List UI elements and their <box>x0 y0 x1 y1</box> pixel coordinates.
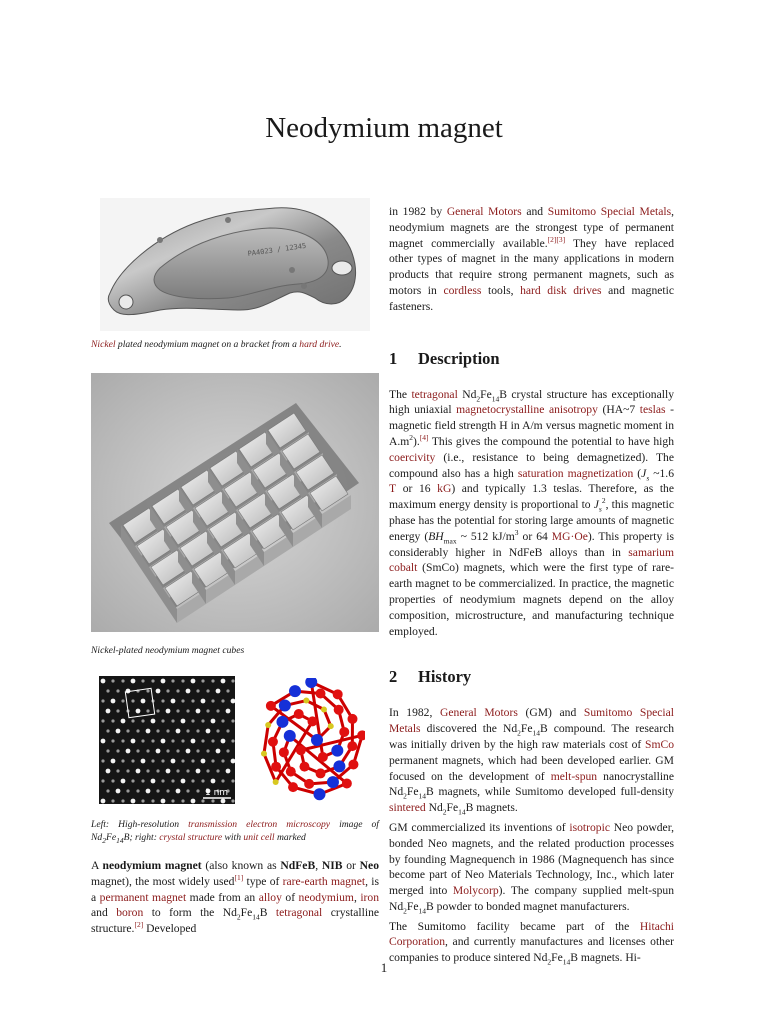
lattice-dot <box>121 719 126 724</box>
link-samarium-cobalt[interactable]: samarium cobalt <box>389 545 674 575</box>
history-paragraph-2: GM commercialized its inventions of isotropic Neo powder, bonded Neo magnets, and the related production processes by founding Magnequench in 1986 (Magnequench has since become part of Neo Materials Technology, Inc., which later merged into Molycorp). The company supplied melt-spun $Nd_2Fe_{14}B$ powder to bonded magnet manufacturers. <box>389 820 674 916</box>
lattice-dot <box>161 739 166 744</box>
lattice-dot <box>216 729 219 732</box>
lattice-dot <box>171 779 174 782</box>
lattice-dot <box>116 749 119 752</box>
lattice-dot <box>151 739 154 742</box>
atom <box>307 716 317 726</box>
link-sumitomo-2[interactable]: Sumitomo Special Metals <box>389 706 675 736</box>
lattice-dot <box>161 779 164 782</box>
lattice-dot <box>116 709 119 712</box>
link-magnetocrystalline-anisotropy[interactable]: magnetocrystalline anisotropy <box>456 403 598 417</box>
atom <box>305 678 317 688</box>
link-isotropic[interactable]: isotropic <box>569 820 610 834</box>
citation-1[interactable]: [1] <box>234 872 244 882</box>
lattice-dot <box>201 679 204 682</box>
lattice-dot <box>186 689 191 694</box>
lattice-dot <box>111 739 114 742</box>
lattice-dot <box>116 769 119 772</box>
lattice-dot <box>166 769 171 774</box>
lattice-dot <box>226 729 229 732</box>
lattice-dot <box>126 729 129 732</box>
link-boron[interactable]: boron <box>116 906 144 920</box>
intro-paragraph: A neodymium magnet (also known as NdFeB, NIB or Neo magnet), the most widely used[1] type of rare-earth magnet, is a permanent magnet made from an alloy of neodymium, iron and boron to form the $Nd_2Fe_{14}B$ tetragonal crystalline structure.[2] Developed <box>91 859 380 936</box>
lattice-dot <box>151 799 154 802</box>
lattice-dot <box>171 719 174 722</box>
atom <box>328 723 334 729</box>
lattice-dot <box>106 689 109 692</box>
lattice-dot <box>206 749 209 752</box>
lattice-dot <box>176 709 179 712</box>
crystal-caption: Left: High-resolution transmission electron microscopy image of $Nd_2Fe_{14}B$; right: crystal structure with unit cell marked <box>91 819 379 845</box>
lattice-dot <box>136 709 141 714</box>
lattice-dot <box>201 699 206 704</box>
lattice-dot <box>221 799 226 804</box>
bracket-caption: Nickel plated neodymium magnet on a bracket from a hard drive. <box>91 339 342 350</box>
link-sumitomo[interactable]: Sumitomo Special Metals <box>547 205 672 218</box>
lattice-dot <box>111 799 114 802</box>
lattice-dot <box>131 779 134 782</box>
lattice-dot <box>106 789 109 792</box>
bracket-stamp: PA4023 / 12345 <box>247 241 307 258</box>
link-general-motors[interactable]: General Motors <box>446 205 522 218</box>
atom <box>271 762 281 772</box>
lattice-dot <box>101 759 104 762</box>
lattice-dot <box>181 699 184 702</box>
lattice-dot <box>151 759 154 762</box>
page-number: 1 <box>380 960 388 975</box>
lattice-dot <box>221 679 226 684</box>
lattice-dot <box>136 789 139 792</box>
atom <box>327 776 339 788</box>
lattice-dot <box>141 679 144 682</box>
link-general-motors-2[interactable]: General Motors <box>440 706 518 720</box>
lattice-dot <box>181 739 184 742</box>
lattice-dot <box>221 739 226 744</box>
atom <box>284 730 296 742</box>
lattice-dot <box>191 799 196 804</box>
lattice-dot <box>136 729 139 732</box>
lattice-dot <box>216 709 219 712</box>
lattice-dot <box>156 769 159 772</box>
lattice-dot <box>211 719 216 724</box>
link-sintered[interactable]: sintered <box>389 801 426 815</box>
lattice-dot <box>166 729 169 732</box>
lattice-dot <box>106 769 111 774</box>
lattice-dot <box>161 699 164 702</box>
atom <box>288 782 298 792</box>
lattice-dot <box>231 779 234 782</box>
lattice-dot <box>141 759 146 764</box>
lattice-dot <box>191 699 194 702</box>
lattice-dot <box>201 759 206 764</box>
atom <box>279 700 291 712</box>
history-paragraph-3: The Sumitomo facility became part of the Hitachi Corporation, and currently manufactures and licenses other companies to produce sintered $Nd_2Fe_{14}B$ magnets. Hi- <box>389 919 674 967</box>
atom <box>303 698 309 704</box>
lattice-dot <box>221 719 224 722</box>
atom <box>265 722 271 728</box>
lattice-dot <box>151 679 154 682</box>
lattice-dot <box>146 749 149 752</box>
lattice-dot <box>231 719 234 722</box>
lattice-dot <box>161 799 166 804</box>
lattice-dot <box>211 759 214 762</box>
link-saturation-magnetization[interactable]: saturation magnetization <box>517 466 634 480</box>
link-melt-spun[interactable]: melt-spun <box>550 769 598 783</box>
lattice-dot <box>231 739 234 742</box>
link-hard-drive[interactable]: hard drive <box>299 339 340 350</box>
lattice-dot <box>131 739 136 744</box>
lattice-dot <box>146 789 151 794</box>
lattice-dot <box>131 799 136 804</box>
atom <box>268 737 278 747</box>
link-unit-cell[interactable]: unit cell <box>243 832 275 843</box>
lattice-dot <box>141 739 144 742</box>
lattice-dot <box>121 779 126 784</box>
lattice-dot <box>171 679 174 682</box>
left-column <box>91 198 379 937</box>
atom <box>316 768 326 778</box>
lattice-dot <box>181 679 184 682</box>
atom <box>347 741 357 751</box>
lattice-dot <box>166 789 169 792</box>
lattice-dot <box>116 689 119 692</box>
lattice-dot <box>196 749 199 752</box>
atom <box>334 705 344 715</box>
lattice-dot <box>151 719 156 724</box>
section-heading-history: 2 History <box>389 667 472 687</box>
bracket-magnet-photo <box>100 198 370 331</box>
lattice-dot <box>186 789 189 792</box>
atom <box>266 701 276 711</box>
lattice-dot <box>141 779 144 782</box>
lattice-dot <box>221 759 224 762</box>
lattice-dot <box>206 689 209 692</box>
magnet-cubes-photo <box>91 373 379 632</box>
lattice-dot <box>191 719 194 722</box>
atom <box>299 762 309 772</box>
lattice-dot <box>126 769 129 772</box>
intro-continued-paragraph: in 1982 by General Motors and Sumitomo Special Metals, neodymium magnets are the strongest type of permanent magnet commercially available.[2][3] They have replaced other types of magnet in the many applications in modern products that require strong permanent magnets, such as motors in cordless tools, hard disk drives and magnetic fasteners. <box>389 205 674 313</box>
lattice-dot <box>166 709 171 714</box>
lattice-dot <box>121 679 124 682</box>
atom <box>316 688 326 698</box>
lattice-dot <box>176 789 181 794</box>
lattice-dot <box>121 799 124 802</box>
lattice-dot <box>156 709 159 712</box>
history-paragraph-1: In 1982, General Motors (GM) and Sumitomo Special Metals discovered the $Nd_2Fe_{14}B$ compound. The research was initially driven by the high raw materials cost of SmCo permanent magnets, which had been developed earlier. GM focused on the development of melt-spun nanocrystalline $Nd_2Fe_{14}B$ magnets, while Sumitomo developed full-density sintered $Nd_2Fe_{14}B$ magnets. <box>389 706 675 817</box>
tem-micrograph <box>99 676 235 804</box>
lattice-dot <box>111 699 116 704</box>
lattice-dot <box>141 799 144 802</box>
atom <box>348 760 358 770</box>
lattice-dot <box>196 709 201 714</box>
lattice-dot <box>176 769 179 772</box>
lattice-dot <box>206 729 211 734</box>
link-smco[interactable]: SmCo <box>645 737 674 751</box>
lattice-dot <box>106 709 111 714</box>
lattice-dot <box>211 779 216 784</box>
lattice-dot <box>231 799 234 802</box>
link-coercivity[interactable]: coercivity <box>389 450 436 464</box>
atom <box>311 734 323 746</box>
lattice-dot <box>211 679 214 682</box>
link-tesla-unit[interactable]: T <box>389 482 397 496</box>
crystal-structure-model <box>257 678 365 802</box>
lattice-dot <box>171 799 174 802</box>
link-teslas[interactable]: teslas <box>639 403 666 417</box>
lattice-dot <box>171 699 176 704</box>
bond <box>264 725 268 754</box>
lattice-dot <box>211 739 214 742</box>
lattice-dot <box>106 729 109 732</box>
lattice-dot <box>176 749 179 752</box>
link-mgoe[interactable]: MG·Oe <box>551 529 588 543</box>
lattice-dot <box>121 699 124 702</box>
lattice-dot <box>161 679 166 684</box>
citation-2[interactable]: [2] <box>134 920 144 930</box>
atom <box>296 745 306 755</box>
atom <box>289 685 301 697</box>
link-kilogauss[interactable]: kG <box>437 482 452 496</box>
lattice-dot <box>121 739 124 742</box>
atom <box>318 752 328 762</box>
lattice-dot <box>186 769 189 772</box>
lattice-dot <box>186 709 189 712</box>
tem-image <box>99 676 235 804</box>
lattice-dot <box>181 799 184 802</box>
atom <box>321 706 327 712</box>
lattice-dot <box>196 789 199 792</box>
lattice-dot <box>131 759 134 762</box>
lattice-dot <box>156 729 159 732</box>
link-rare-earth-magnet[interactable]: rare-earth magnet <box>282 874 366 888</box>
atom <box>276 716 288 728</box>
lattice-dot <box>186 749 191 754</box>
link-crystal-structure[interactable]: crystal structure <box>159 832 223 843</box>
page-title: Neodymium magnet <box>265 112 503 144</box>
atom <box>342 778 352 788</box>
lattice-dot <box>191 739 196 744</box>
lattice-dot <box>101 799 106 804</box>
lattice-dot <box>146 709 149 712</box>
lattice-dot <box>166 689 169 692</box>
atom <box>286 767 296 777</box>
lattice-dot <box>191 759 194 762</box>
link-cordless[interactable]: cordless <box>443 283 482 297</box>
lattice-dot <box>196 769 201 774</box>
lattice-dot <box>126 789 129 792</box>
lattice-dot <box>226 749 229 752</box>
lattice-dot <box>156 789 159 792</box>
lattice-dot <box>146 689 149 692</box>
lattice-dot <box>111 779 114 782</box>
atom <box>333 689 343 699</box>
atom <box>357 730 365 740</box>
lattice-dot <box>201 739 204 742</box>
lattice-dot <box>181 759 184 762</box>
atom <box>347 714 357 724</box>
lattice-dot <box>141 699 146 704</box>
description-paragraph: The tetragonal $Nd_2Fe_{14}B$ crystal structure has exceptionally high uniaxial magnetocrystalline anisotropy (HA~7 teslas - magnetic field strength H in A/m versus magnetic moment in $A.m^2).[4]$ This gives the compound the potential to have high coercivity (i.e., resistance to being demagnetized). The compound also has a high saturation magnetization ($J_s$ ~1.6 T or 16 kG) and typically 1.3 teslas. Therefore, as the maximum energy density is proportional to $J_s^2$, this magnetic phase has the potential for storing large amounts of magnetic energy ($BH_{max}$ ~ 512 $kJ/m^3$ or 64 MG·Oe). This property is considerably higher in NdFeB alloys than in samarium cobalt (SmCo) magnets, which were the first type of rare-earth magnet to be commercialized. In practice, the magnetic properties of neodymium magnets depend on the alloy composition, microstructure, and manufacturing technique employed. <box>389 387 675 638</box>
link-alloy[interactable]: alloy <box>258 890 282 904</box>
lattice-dot <box>116 789 121 794</box>
link-molycorp[interactable]: Molycorp <box>452 884 499 898</box>
lattice-dot <box>196 729 199 732</box>
crystal-structure-image <box>257 678 365 802</box>
lattice-dot <box>156 689 161 694</box>
lattice-dot <box>146 769 149 772</box>
lattice-dot <box>191 779 194 782</box>
lattice-dot <box>196 689 199 692</box>
lattice-dot <box>116 729 121 734</box>
lattice-dot <box>176 689 179 692</box>
lattice-dot <box>171 739 174 742</box>
lattice-dot <box>211 799 214 802</box>
link-hard-disk-drives[interactable]: hard disk drives <box>520 283 602 297</box>
lattice-dot <box>226 689 229 692</box>
right-column <box>389 204 674 966</box>
lattice-dot <box>211 699 214 702</box>
link-tetragonal-2[interactable]: tetragonal <box>411 387 458 401</box>
lattice-dot <box>221 779 224 782</box>
lattice-dot <box>156 749 161 754</box>
lattice-dot <box>226 769 231 774</box>
atom <box>333 760 345 772</box>
lattice-dot <box>226 709 231 714</box>
lattice-dot <box>151 779 156 784</box>
atom <box>261 751 267 757</box>
atom <box>304 779 314 789</box>
link-permanent-magnet[interactable]: permanent magnet <box>99 890 187 904</box>
link-iron[interactable]: iron <box>360 890 380 904</box>
lattice-dot <box>131 719 134 722</box>
lattice-dot <box>181 719 186 724</box>
lattice-dot <box>136 769 141 774</box>
lattice-dot <box>101 719 104 722</box>
link-nickel[interactable]: Nickel <box>91 339 116 350</box>
lattice-dot <box>106 749 109 752</box>
lattice-dot <box>101 699 104 702</box>
lattice-dot <box>136 749 139 752</box>
atom <box>273 779 279 785</box>
lattice-dot <box>201 719 204 722</box>
lattice-dot <box>111 719 114 722</box>
link-hitachi[interactable]: Hitachi Corporation <box>389 919 674 949</box>
crystal-figure <box>91 676 379 806</box>
lattice-dot <box>186 729 189 732</box>
lattice-dot <box>101 679 106 684</box>
lattice-dot <box>101 779 104 782</box>
section-heading-description: 1 Description <box>389 348 500 368</box>
lattice-dot <box>206 769 209 772</box>
magnet-cubes-image <box>91 373 379 632</box>
atom <box>294 709 304 719</box>
lattice-dot <box>121 759 124 762</box>
lattice-dot <box>101 739 106 744</box>
lattice-dot <box>181 779 186 784</box>
link-neodymium[interactable]: neodymium <box>298 890 354 904</box>
lattice-dot <box>216 749 221 754</box>
lattice-dot <box>161 759 164 762</box>
citation-2-3[interactable]: [2][3] <box>547 234 566 244</box>
lattice-dot <box>216 689 221 694</box>
lattice-dot <box>146 729 151 734</box>
link-tem[interactable]: transmission electron microscopy <box>188 819 331 830</box>
atom <box>331 745 343 757</box>
lattice-dot <box>161 719 164 722</box>
lattice-dot <box>231 679 234 682</box>
lattice-dot <box>206 709 209 712</box>
scale-bar-label: 1 nm <box>205 788 229 798</box>
lattice-dot <box>201 799 204 802</box>
citation-4[interactable]: [4] <box>419 433 429 443</box>
lattice-dot <box>191 679 196 684</box>
atom <box>313 788 325 800</box>
lattice-dot <box>131 679 136 684</box>
atom <box>339 727 349 737</box>
cubes-caption: Nickel-plated neodymium magnet cubes <box>91 645 245 656</box>
lattice-dot <box>126 749 131 754</box>
lattice-dot <box>141 719 144 722</box>
bracket-magnet-image <box>100 198 370 331</box>
link-tetragonal[interactable]: tetragonal <box>275 906 323 920</box>
lattice-dot <box>166 749 169 752</box>
atom <box>279 747 289 757</box>
lattice-dot <box>111 679 114 682</box>
lattice-dot <box>201 779 204 782</box>
lattice-dot <box>111 759 116 764</box>
lattice-dot <box>216 769 219 772</box>
lattice-dot <box>221 699 224 702</box>
lattice-dot <box>171 759 176 764</box>
lattice-dot <box>176 729 181 734</box>
lattice-dot <box>131 699 134 702</box>
